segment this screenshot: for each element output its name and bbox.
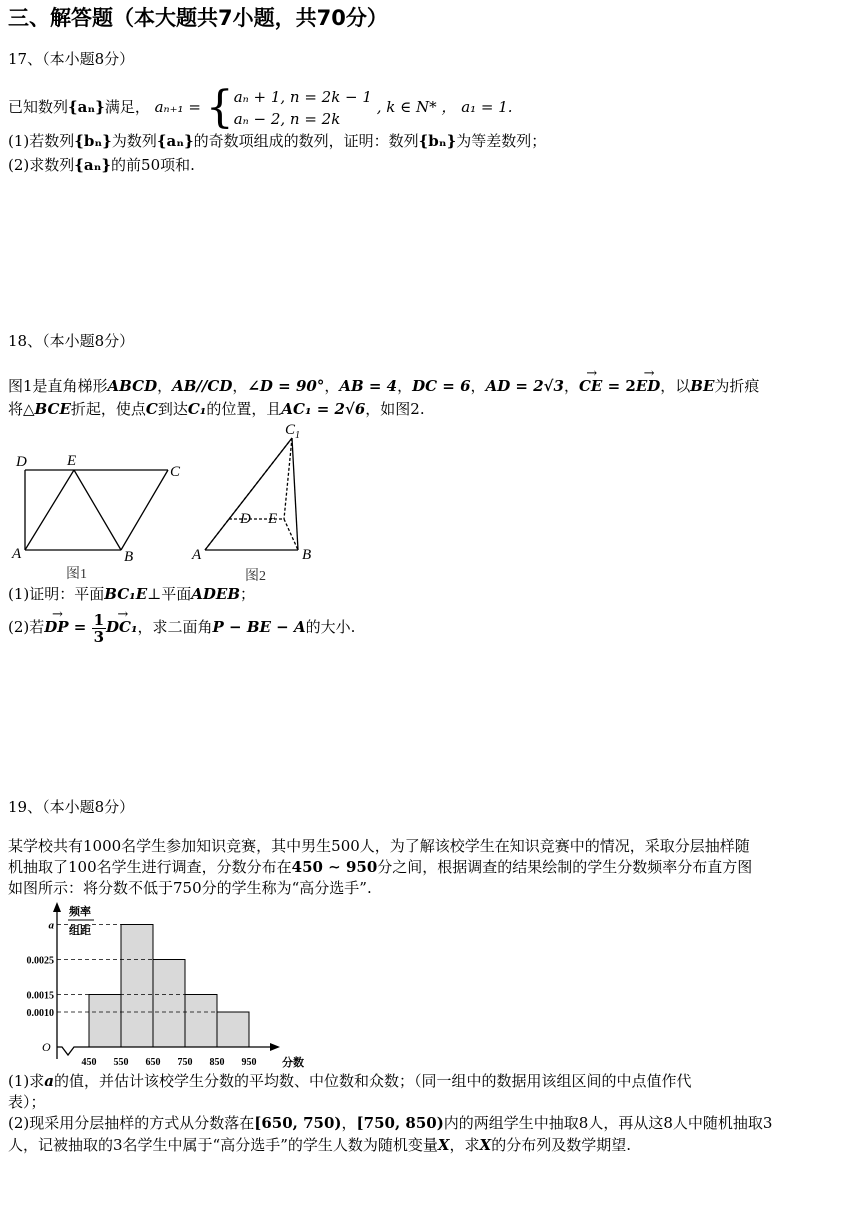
fig2-point-e: E (268, 511, 278, 527)
q17-part1-end: 为等差数列； (456, 132, 547, 150)
q17-seq-a-3: {aₙ} (74, 156, 112, 174)
q17-part2 (8, 155, 195, 175)
q18-comma-4: ， (397, 377, 413, 395)
q18-comma-2: ， (232, 377, 248, 395)
q18-abcd: ABCD (107, 377, 158, 395)
y-tick-label: 0.0010 (26, 1008, 54, 1019)
fig1-point-a: A (12, 546, 22, 562)
x-tick-label: 450 (81, 1057, 97, 1068)
q19-histogram (0, 898, 320, 1073)
fig1-point-c: C (170, 464, 181, 480)
q17-part2-end: 的前50项和. (111, 156, 195, 174)
q18-parallel: AB//CD (172, 377, 233, 395)
fig2-point-d: D (240, 511, 251, 527)
q18-bce: BCE (34, 400, 71, 418)
q19-x-var: X (437, 1136, 450, 1154)
q18-ab: AB = 4 (339, 377, 398, 395)
q18-comma-1: ， (157, 377, 173, 395)
q18-c1: C₁ (187, 400, 207, 418)
x-tick-label: 850 (209, 1057, 225, 1068)
q18-line2-a: 将△ (8, 400, 35, 418)
histogram-bar (89, 995, 121, 1048)
q18-part2-pre: (2)若 (8, 618, 45, 636)
section-heading: 三、解答题（本大题共7小题，共70分） (8, 6, 388, 30)
q19-part2-sep: ， (341, 1114, 357, 1132)
q19-interval1: [650, 750) (254, 1114, 342, 1132)
q17-recurrence-lhs: aₙ₊₁ = (154, 98, 201, 116)
q18-be: BE (690, 377, 715, 395)
y-tick-label: 0.0015 (26, 990, 54, 1002)
x-tick-label: 750 (177, 1057, 193, 1068)
q18-line1 (8, 376, 759, 396)
q18-frac-num: 1 (93, 610, 104, 629)
q18-eq2: = 2 (602, 377, 636, 395)
x-axis-arrow-icon (270, 1043, 280, 1051)
q19-part1-line2: 表）； (8, 1093, 46, 1111)
figure2-diagram (205, 438, 298, 550)
q19-interval2: [750, 850) (356, 1114, 444, 1132)
q17-label: 17、（本小题8分） (8, 50, 135, 68)
x-tick-label: 950 (241, 1057, 257, 1068)
q18-line2-b: 折起，使点 (70, 400, 146, 418)
q17-seq-b: {bₙ} (74, 132, 112, 150)
q18-dihedral-angle: P − BE − A (212, 618, 306, 636)
q17-part2-pre: (2)求数列 (8, 156, 75, 174)
q19-part2-c: 人，记被抽取的3名学生中属于“高分选手”的学生人数为随机变量 (8, 1136, 438, 1154)
x-tick-label: 550 (113, 1057, 129, 1068)
q18-perp: ⊥平面 (147, 585, 192, 603)
q18-line2 (8, 399, 425, 419)
q17-seq-b-2: {bₙ} (418, 132, 457, 150)
q18-line1-c: 为折痕 (714, 377, 760, 395)
q19-line1: 某学校共有1000名学生参加知识竞赛，其中男生500人，为了解该校学生在知识竞赛中的情况，采取分层抽样随 (8, 837, 750, 855)
y-axis-arrow-icon (53, 902, 61, 912)
q18-line1-b: ，以 (660, 377, 691, 395)
q18-line2-e: ，如图2. (365, 400, 425, 418)
q19-x-var-2: X (479, 1136, 492, 1154)
q18-dc: DC = 6 (412, 377, 471, 395)
q19-part2-a: (2)现采用分层抽样的方式从分数落在 (8, 1114, 255, 1132)
q18-c: C (145, 400, 158, 418)
q18-figures (0, 418, 330, 588)
q18-ed-vector: → ED (636, 376, 660, 396)
q19-part1-b: 的值，并估计该校学生分数的平均数、中位数和众数；（同一组中的数据用该组区间的中点值作代 (53, 1072, 692, 1090)
q18-semi: ； (240, 585, 256, 603)
q18-comma-5: ， (470, 377, 486, 395)
fig2-point-b: B (302, 547, 312, 563)
q19-part2-d: ，求 (449, 1136, 480, 1154)
q18-ac1: AC₁ = 2√6 (281, 400, 366, 418)
q18-line2-c: 到达 (157, 400, 188, 418)
q19-part2-line1 (8, 1113, 772, 1133)
q19-part1-line1 (8, 1071, 692, 1091)
origin-label: O (42, 1040, 51, 1054)
fig2-point-c1: $C_1$ (285, 422, 301, 441)
x-axis (57, 1047, 278, 1055)
q18-part2-mid: ，求二面角 (137, 618, 213, 636)
q17-cond: , k ∈ N* ， (376, 98, 457, 116)
y-axis-label-bottom: 组距 (69, 925, 91, 937)
fig1-caption: 图1 (66, 567, 87, 582)
q17-intro-prefix: 已知数列 (8, 98, 69, 116)
q18-comma-3: ， (324, 377, 340, 395)
q18-angle: ∠D = 90° (247, 377, 325, 395)
q19-part2-line2 (8, 1135, 631, 1155)
q18-line2-d: 的位置，且 (206, 400, 282, 418)
q19-part2-b: 内的两组学生中抽取8人，再从这8人中随机抽取3 (443, 1114, 773, 1132)
q17-brace: { (205, 82, 234, 133)
x-axis-label: 分数 (282, 1057, 304, 1069)
y-tick-label: a (48, 919, 54, 932)
q17-part1-pre: (1)若数列 (8, 132, 75, 150)
q17-part1 (8, 131, 546, 151)
q17-cases (234, 86, 372, 130)
x-tick-label: 650 (145, 1057, 161, 1068)
fig2-caption: 图2 (245, 569, 266, 584)
q17-part1-mid2: 的奇数项组成的数列，证明：数列 (193, 132, 419, 150)
q19-part2-e: 的分布列及数学期望. (491, 1136, 631, 1154)
q19-label: 19、（本小题8分） (8, 798, 135, 816)
q18-dc1-vector: → DC₁ (106, 610, 138, 644)
q18-plane2: ADEB (191, 585, 241, 603)
q18-ad: AD = 2√3 (485, 377, 564, 395)
q17-seq-a-2: {aₙ} (156, 132, 194, 150)
y-tick-label: 0.0025 (26, 955, 54, 967)
q18-label: 18、（本小题8分） (8, 332, 135, 350)
q19-part1-a: (1)求 (8, 1072, 45, 1090)
fig2-point-a: A (192, 547, 202, 563)
figure1-diagram (25, 470, 168, 550)
q18-line1-a: 图1是直角梯形 (8, 377, 108, 395)
q17-intro (8, 82, 513, 133)
fig1-point-e: E (67, 453, 77, 469)
q19-range: 450 ∼ 950 (291, 858, 378, 876)
q17-init: a₁ = 1. (461, 98, 513, 116)
q18-part2-end: 的大小. (305, 618, 356, 636)
histogram-bar (217, 1012, 249, 1047)
q19-line2 (8, 857, 752, 877)
q19-line3: 如图所示：将分数不低于750分的学生称为“高分选手”. (8, 879, 372, 897)
histogram-bar (121, 925, 153, 1048)
fig1-point-b: B (124, 549, 134, 565)
q18-fraction (92, 612, 106, 645)
q18-part1-pre: (1)证明：平面 (8, 585, 105, 603)
q19-line2-a: 机抽取了100名学生进行调查，分数分布在 (8, 858, 292, 876)
q18-frac-den: 3 (93, 627, 104, 646)
histogram-bar (153, 960, 185, 1048)
q18-dp-vector: → DP (44, 610, 68, 644)
q17-intro-mid: 满足， (104, 98, 150, 116)
histogram-bar (185, 995, 217, 1048)
q19-line2-b: 分之间，根据调查的结果绘制的学生分数频率分布直方图 (377, 858, 753, 876)
q18-comma-6: ， (563, 377, 579, 395)
q18-ce-vector: → CE (579, 376, 602, 396)
q18-plane1: BC₁E (104, 585, 148, 603)
q17-case2: aₙ − 2, n = 2k (233, 110, 341, 128)
q19-a-var: a (44, 1072, 54, 1090)
q17-seq-a: {aₙ} (68, 98, 105, 116)
fig1-point-d: D (16, 454, 27, 470)
q18-eq: = (68, 618, 92, 636)
y-axis-label-top: 频率 (69, 906, 91, 918)
q18-part2 (8, 610, 355, 645)
histogram-plot (27, 902, 305, 1069)
q17-case1: aₙ + 1, n = 2k − 1 (233, 88, 372, 106)
q17-part1-mid: 为数列 (111, 132, 157, 150)
